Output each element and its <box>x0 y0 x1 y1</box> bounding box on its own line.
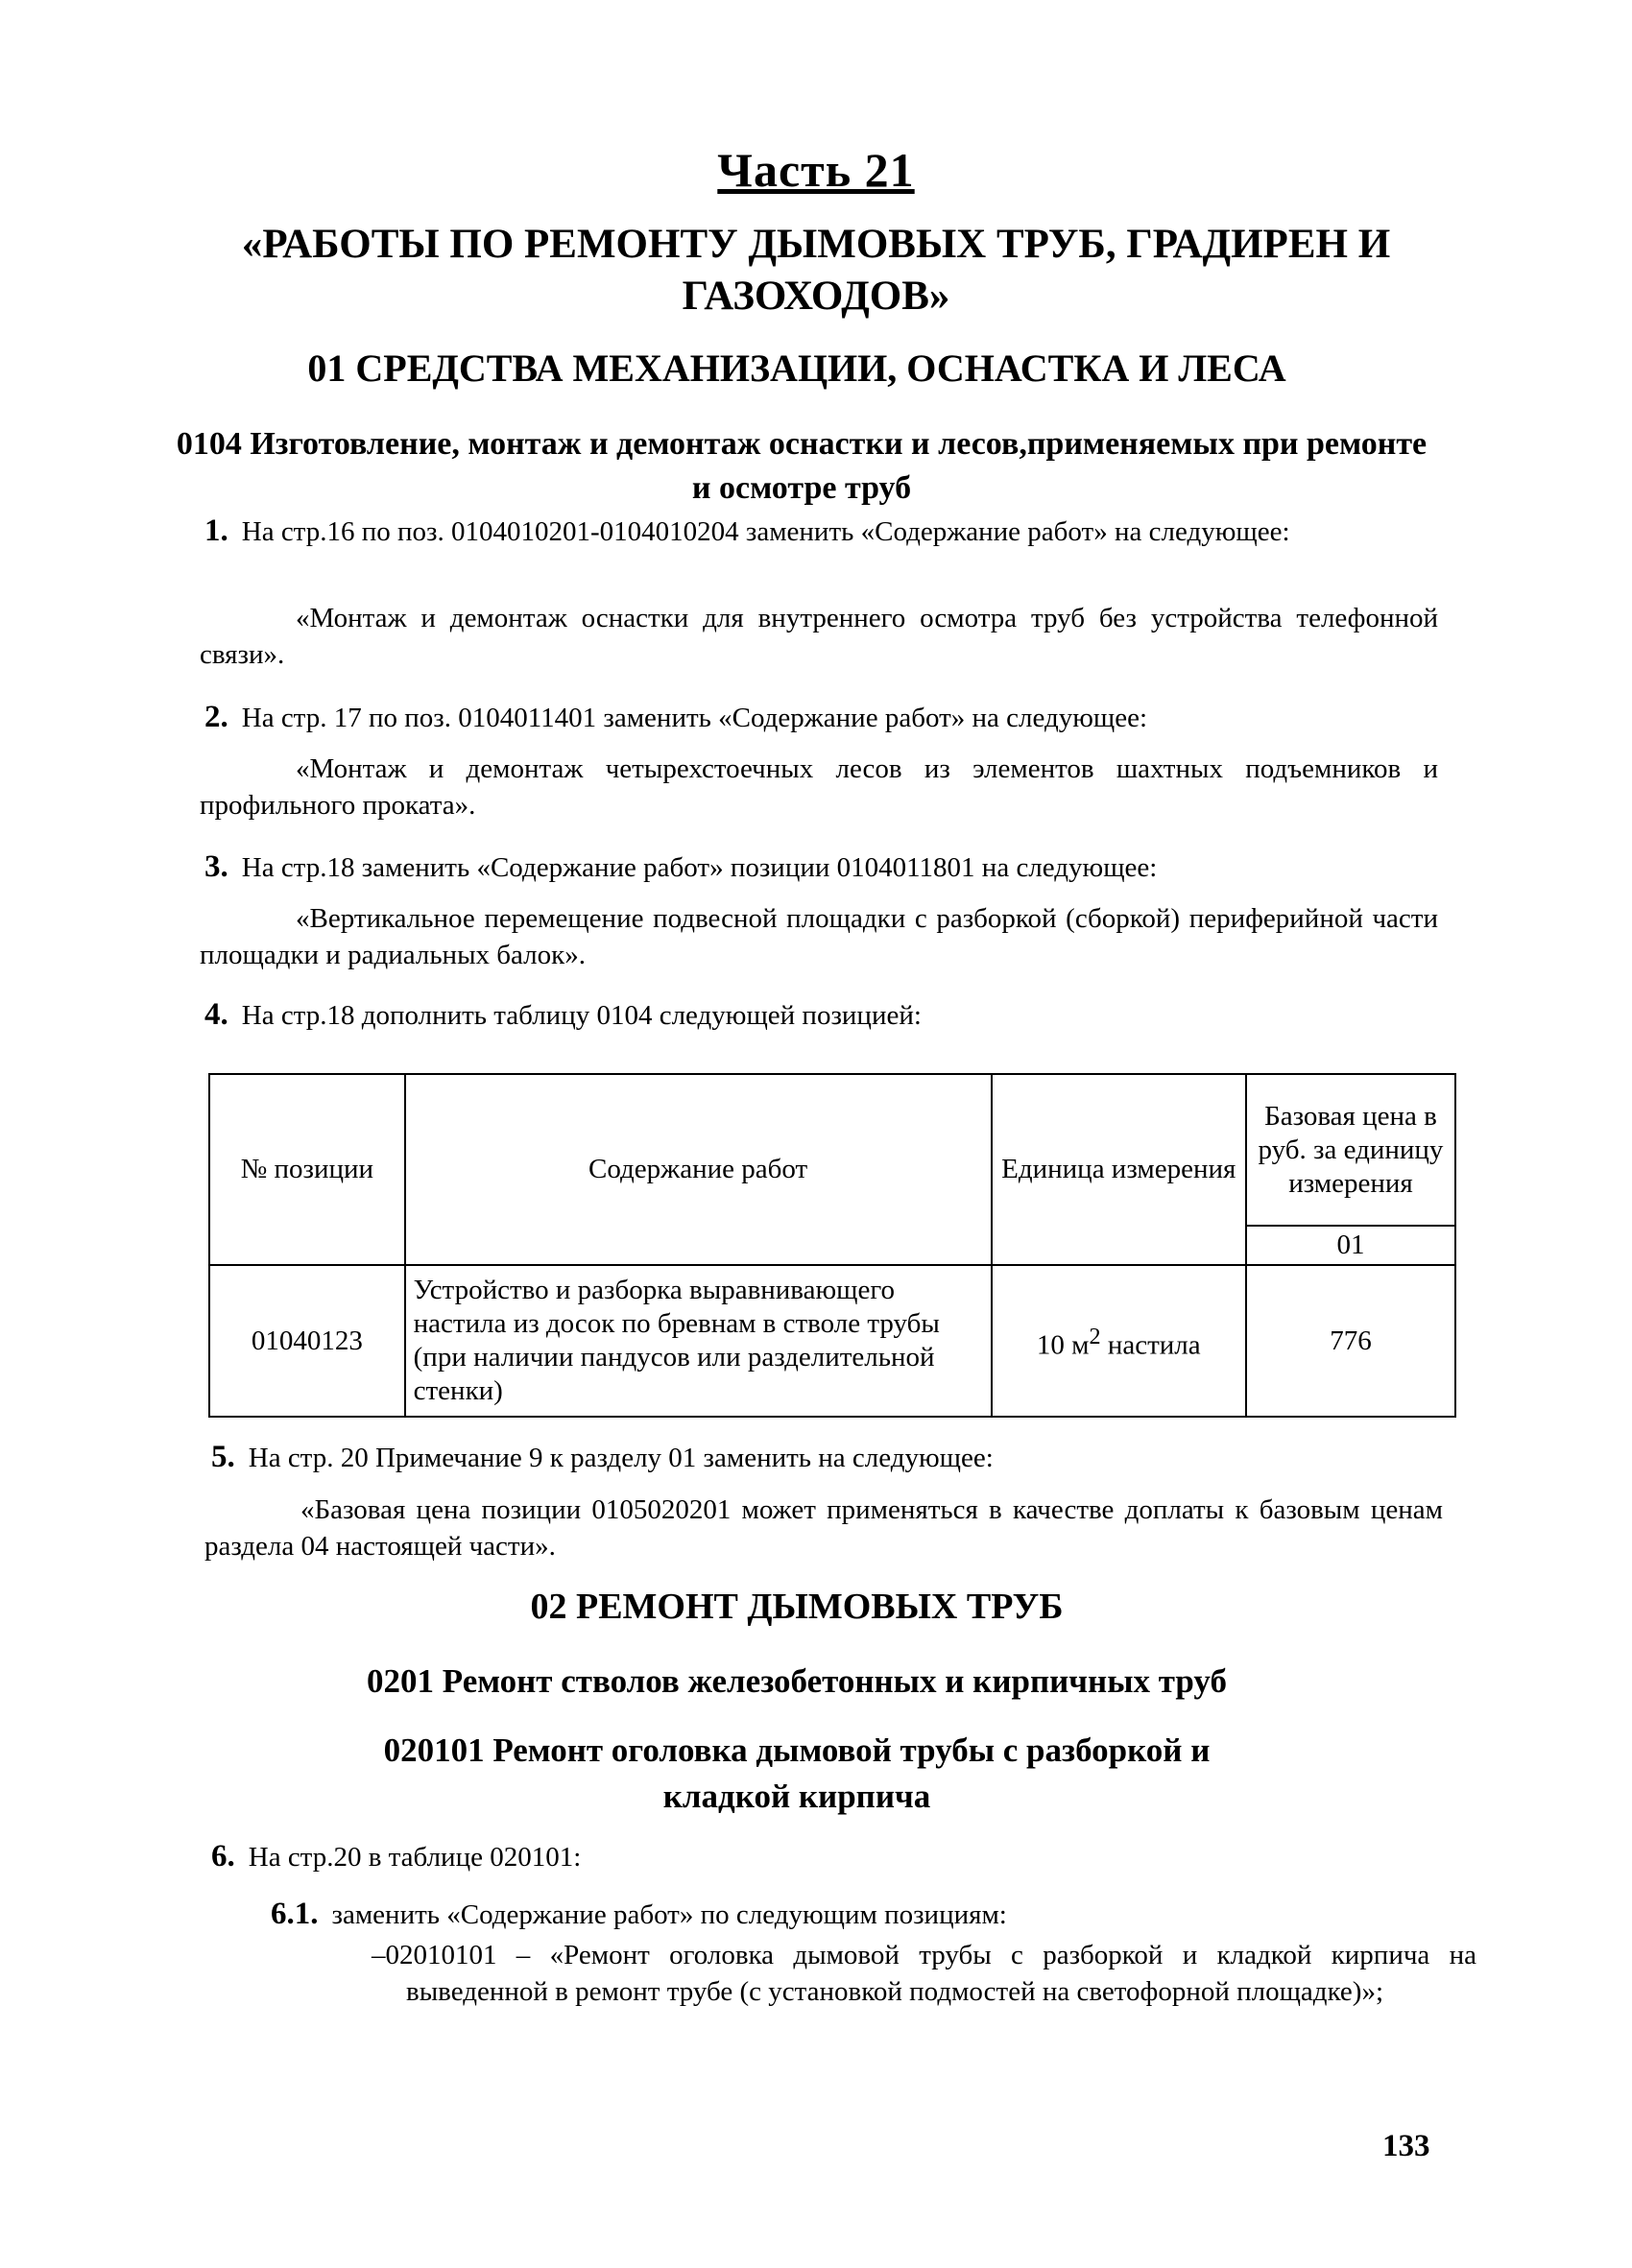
row-unit-sup: 2 <box>1089 1323 1101 1349</box>
subsection-0104-title: 0104 Изготовление, монтаж и демонтаж оснастки и лесов,применяемых при ремонте и осмотре труб <box>176 426 1428 506</box>
item-2 <box>204 699 1436 736</box>
subsection-020101-title: 020101 Ремонт оголовка дымовой трубы с разборкой и кладкой кирпича <box>383 1731 1211 1815</box>
item-4-number: 4. <box>204 997 228 1032</box>
header-content: Содержание работ <box>405 1074 992 1265</box>
item-3-number: 3. <box>204 849 228 884</box>
header-unit: Единица измерения <box>992 1074 1246 1265</box>
item-6-1-text: заменить «Содержание работ» по следующим позициям: <box>331 1899 1007 1930</box>
header-price: Базовая цена в руб. за единицу измерения <box>1246 1074 1455 1226</box>
item-6-number: 6. <box>211 1839 235 1874</box>
item-5-number: 5. <box>211 1440 235 1474</box>
row-content: Устройство и разборка выравнивающего настила из досок по бревнам в стволе трубы (при наличии пандусов или разделительной стенки) <box>405 1265 992 1417</box>
row-unit-suffix: настила <box>1100 1329 1201 1361</box>
subsection-0201-title: 0201 Ремонт стволов железобетонных и кирпичных труб <box>367 1662 1227 1700</box>
item-3 <box>204 848 1436 886</box>
item-5-text: На стр. 20 Примечание 9 к разделу 01 заменить на следующее: <box>248 1443 994 1473</box>
item-2-text: На стр. 17 по поз. 0104011401 заменить «Содержание работ» на следующее: <box>241 703 1148 733</box>
item-6-1-entry: –02010101 – «Ремонт оголовка дымовой трубы с разборкой и кладкой кирпича на выведенной в ремонт трубе (с установкой подмостей на светофорной площадке)»; <box>372 1940 1476 2007</box>
item-1 <box>204 513 1436 550</box>
item-6 <box>211 1838 1443 1875</box>
header-price-column: 01 <box>1246 1226 1455 1265</box>
part-title: Часть 21 <box>717 143 915 197</box>
item-5-quote: «Базовая цена позиции 0105020201 может применяться в качестве доплаты к базовым ценам раздела 04 настоящей части». <box>204 1494 1443 1562</box>
item-6-text: На стр.20 в таблице 020101: <box>248 1842 582 1873</box>
item-2-number: 2. <box>204 700 228 734</box>
table-row <box>209 1265 1455 1417</box>
row-price: 776 <box>1246 1265 1455 1417</box>
item-4-text: На стр.18 дополнить таблицу 0104 следующей позицией: <box>241 1000 922 1031</box>
row-unit <box>992 1265 1246 1417</box>
table-header-row <box>209 1074 1455 1226</box>
item-1-text: На стр.16 по поз. 0104010201-0104010204 заменить «Содержание работ» на следующее: <box>241 516 1290 547</box>
item-6-1 <box>271 1896 1442 1933</box>
item-1-quote: «Монтаж и демонтаж оснастки для внутреннего осмотра труб без устройства телефонной связи». <box>200 603 1438 670</box>
row-position: 01040123 <box>209 1265 405 1417</box>
item-1-number: 1. <box>204 513 228 548</box>
row-unit-value: 10 м <box>1036 1329 1090 1361</box>
page-number: 133 <box>1382 2129 1430 2163</box>
item-5 <box>211 1439 1443 1476</box>
main-title: «РАБОТЫ ПО РЕМОНТУ ДЫМОВЫХ ТРУБ, ГРАДИРЕН И ГАЗОХОДОВ» <box>241 222 1391 319</box>
header-position: № позиции <box>209 1074 405 1265</box>
section-02-title: 02 РЕМОНТ ДЫМОВЫХ ТРУБ <box>530 1587 1064 1627</box>
item-2-quote: «Монтаж и демонтаж четырехстоечных лесов из элементов шахтных подъемников и профильного проката». <box>200 753 1438 821</box>
item-3-text: На стр.18 заменить «Содержание работ» позиции 0104011801 на следующее: <box>241 852 1158 883</box>
position-table <box>208 1073 1456 1418</box>
item-4 <box>204 996 1436 1034</box>
item-6-1-number: 6.1. <box>271 1897 319 1931</box>
item-3-quote: «Вертикальное перемещение подвесной площадки с разборкой (сборкой) периферийной части площадки и радиальных балок». <box>200 903 1438 970</box>
section-01-title: 01 СРЕДСТВА МЕХАНИЗАЦИИ, ОСНАСТКА И ЛЕСА <box>307 346 1286 390</box>
